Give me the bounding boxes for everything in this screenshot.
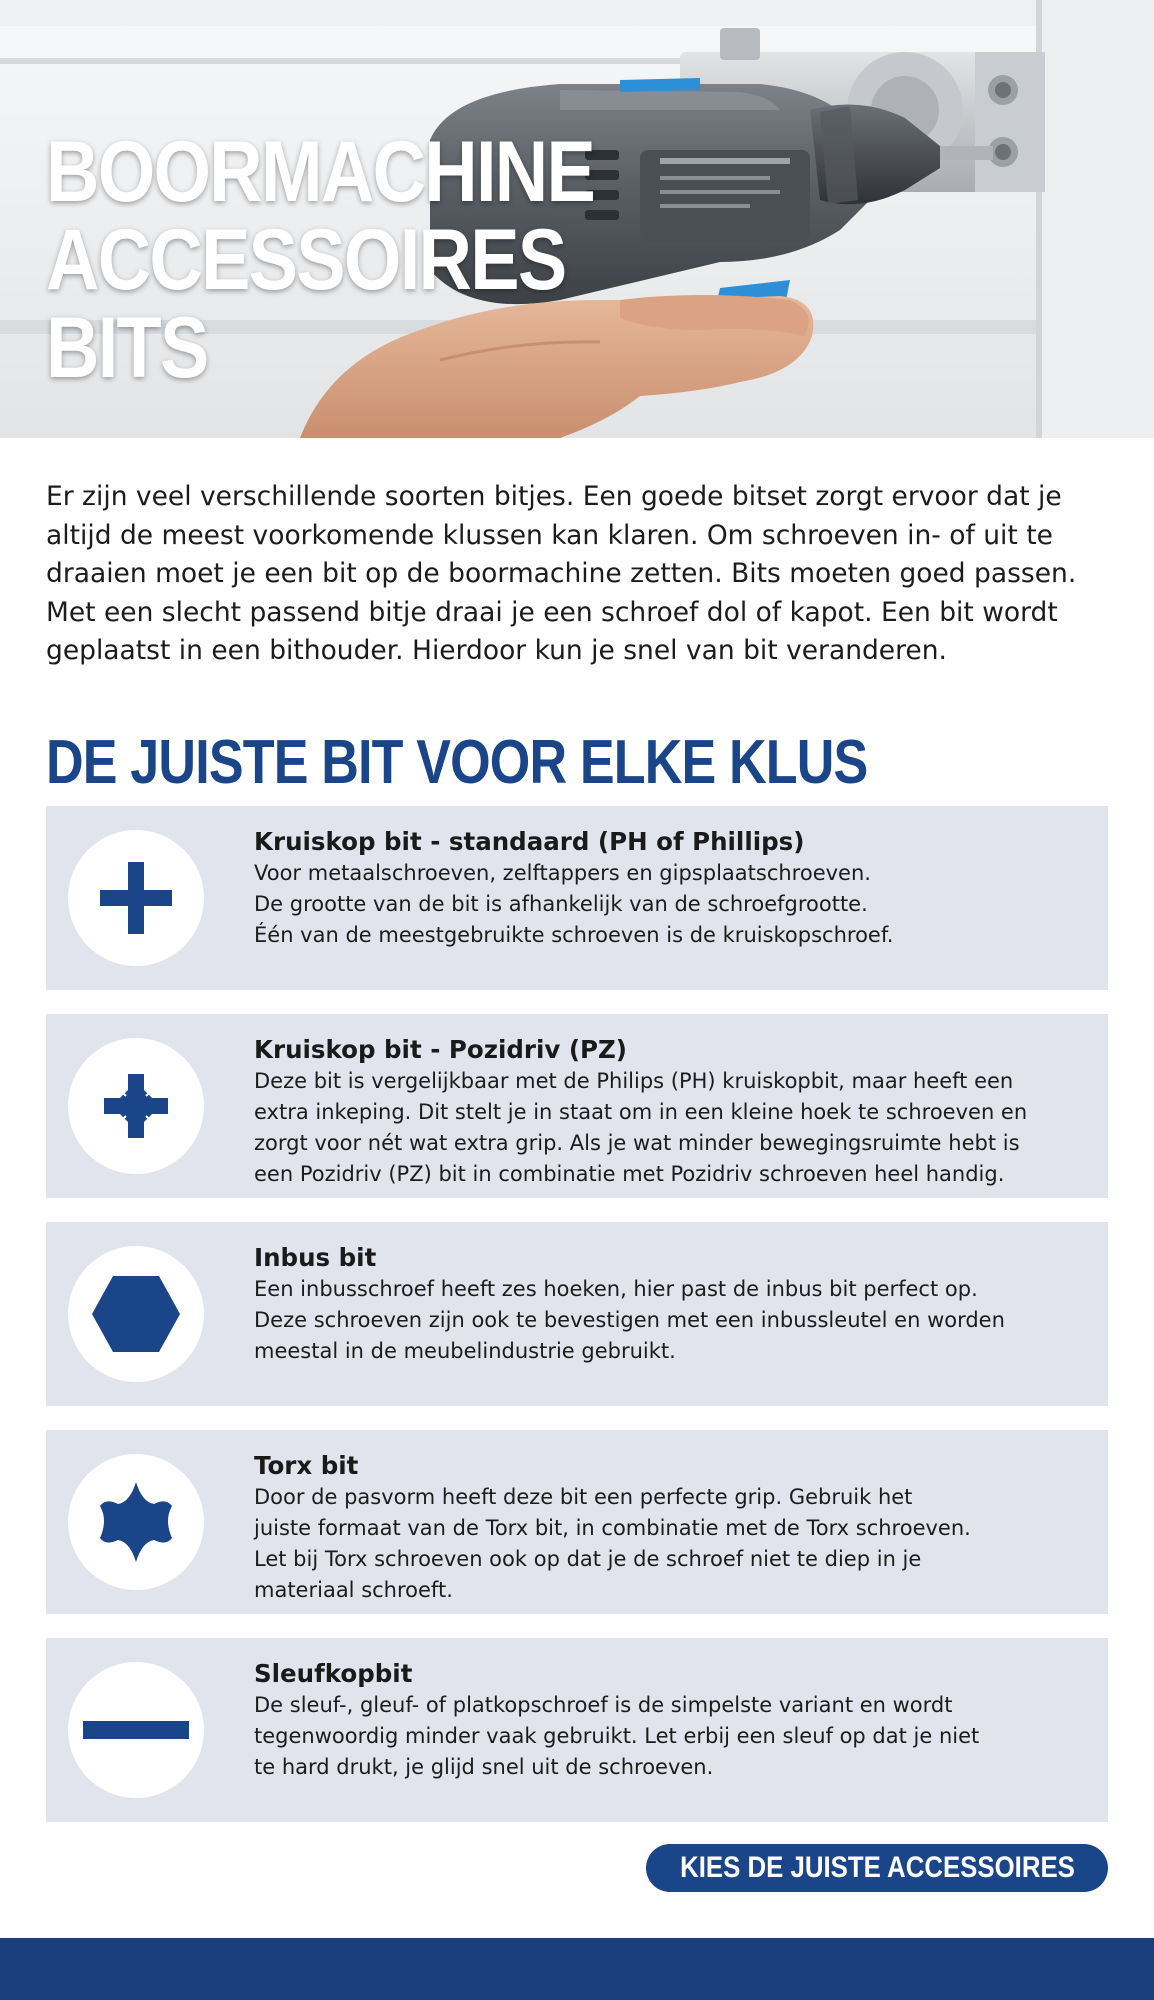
description-line: Door de pasvorm heeft deze bit een perfecte grip. Gebruik het bbox=[254, 1485, 913, 1509]
bit-description bbox=[254, 1690, 1094, 1783]
description-line: te hard drukt, je glijd snel uit de schroeven. bbox=[254, 1755, 714, 1779]
description-line: materiaal schroeft. bbox=[254, 1578, 453, 1602]
bit-description bbox=[254, 1274, 1094, 1367]
section-title: DE JUISTE BIT VOOR ELKE KLUS bbox=[46, 728, 868, 797]
icon-badge bbox=[68, 1038, 204, 1174]
description-line: juiste formaat van de Torx bit, in combinatie met de Torx schroeven. bbox=[254, 1516, 971, 1540]
description-line: Let bij Torx schroeven ook op dat je de schroef niet te diep in je bbox=[254, 1547, 922, 1571]
description-line: zorgt voor nét wat extra grip. Als je wat minder bewegingsruimte hebt is bbox=[254, 1131, 1020, 1155]
description-line: meestal in de meubelindustrie gebruikt. bbox=[254, 1339, 676, 1363]
hero-banner bbox=[0, 0, 1154, 438]
bit-description bbox=[254, 858, 1094, 951]
bit-title: Sleufkopbit bbox=[254, 1659, 413, 1688]
choose-accessories-button[interactable] bbox=[646, 1844, 1108, 1892]
plus-icon bbox=[96, 858, 176, 938]
hexagon-icon bbox=[90, 1274, 182, 1354]
bit-card-phillips bbox=[46, 806, 1108, 990]
icon-badge bbox=[68, 1454, 204, 1590]
hero-title-line-2: ACCESSOIRES bbox=[46, 212, 566, 308]
bit-title: Kruiskop bit - standaard (PH of Phillips) bbox=[254, 827, 805, 856]
hero-title-line-1: BOORMACHINE bbox=[46, 124, 595, 220]
description-line: Deze schroeven zijn ook te bevestigen met een inbussleutel en worden bbox=[254, 1308, 1005, 1332]
intro-paragraph: Er zijn veel verschillende soorten bitjes. Een goede bitset zorgt ervoor dat je altijd de meest voorkomende klussen kan klaren. Om schroeven in- of uit te draaien moet je een bit op de boormachine zetten. Bits moeten goed passen. Met een slecht passend bitje draai je een schroef dol of kapot. Een bit wordt geplaatst in een bithouder. Hierdoor kun je snel van bit veranderen. bbox=[46, 481, 1077, 666]
description-line: De sleuf-, gleuf- of platkopschroef is de simpelste variant en wordt bbox=[254, 1693, 953, 1717]
bit-card-pozidriv bbox=[46, 1014, 1108, 1198]
description-line: Een inbusschroef heeft zes hoeken, hier past de inbus bit perfect op. bbox=[254, 1277, 978, 1301]
bit-description bbox=[254, 1066, 1094, 1190]
bit-card-inbus bbox=[46, 1222, 1108, 1406]
icon-badge bbox=[68, 830, 204, 966]
footer-bar bbox=[0, 1938, 1154, 2000]
hero-title bbox=[46, 124, 595, 396]
icon-badge bbox=[68, 1662, 204, 1798]
bit-description bbox=[254, 1482, 1094, 1606]
torx-star-icon bbox=[94, 1480, 178, 1564]
bit-title: Torx bit bbox=[254, 1451, 359, 1480]
bit-card-sleufkop bbox=[46, 1638, 1108, 1822]
bit-title: Inbus bit bbox=[254, 1243, 377, 1272]
description-line: Één van de meestgebruikte schroeven is de kruiskopschroef. bbox=[254, 923, 894, 947]
description-line: Deze bit is vergelijkbaar met de Philips (PH) kruiskopbit, maar heeft een bbox=[254, 1069, 1014, 1093]
pozidriv-icon bbox=[100, 1070, 172, 1142]
cta-label: KIES DE JUISTE ACCESSOIRES bbox=[679, 1851, 1075, 1884]
description-line: De grootte van de bit is afhankelijk van de schroefgrootte. bbox=[254, 892, 868, 916]
icon-badge bbox=[68, 1246, 204, 1382]
description-line: een Pozidriv (PZ) bit in combinatie met Pozidriv schroeven heel handig. bbox=[254, 1162, 1005, 1186]
description-line: Voor metaalschroeven, zelftappers en gipsplaatschroeven. bbox=[254, 861, 871, 885]
slot-icon bbox=[81, 1718, 191, 1742]
description-line: extra inkeping. Dit stelt je in staat om in een kleine hoek te schroeven en bbox=[254, 1100, 1028, 1124]
hero-title-line-3: BITS bbox=[46, 300, 208, 396]
description-line: tegenwoordig minder vaak gebruikt. Let erbij een sleuf op dat je niet bbox=[254, 1724, 980, 1748]
bit-card-torx bbox=[46, 1430, 1108, 1614]
bit-title: Kruiskop bit - Pozidriv (PZ) bbox=[254, 1035, 627, 1064]
